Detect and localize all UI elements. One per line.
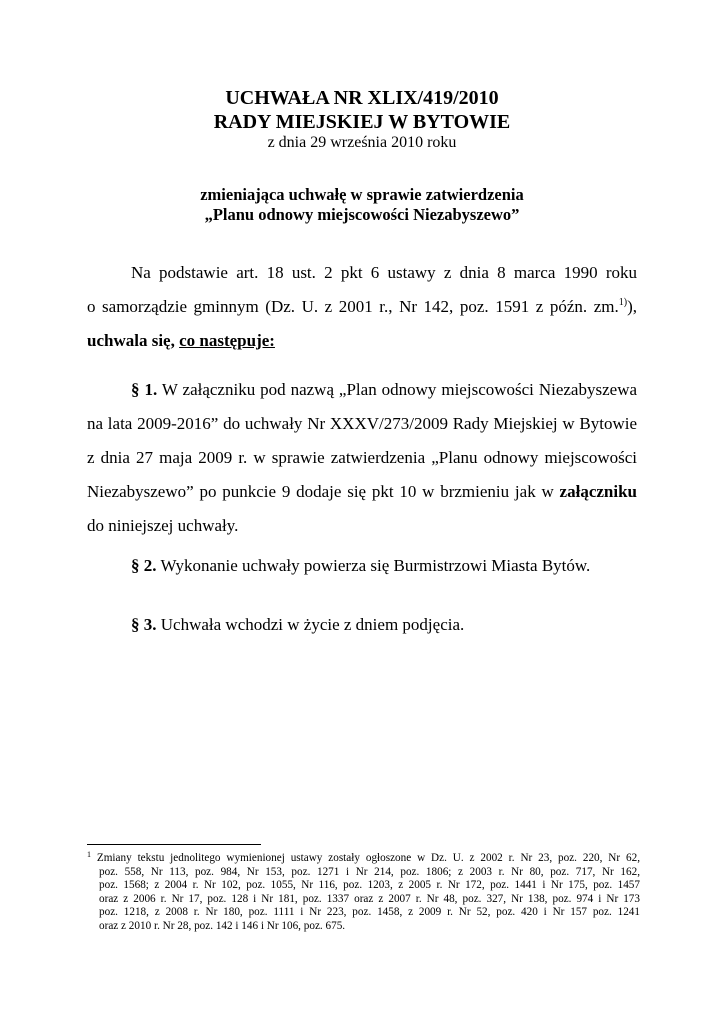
section-1-line-1-text: W załączniku pod nazwą „Plan odnowy miejscowości Niezabyszewa bbox=[157, 380, 638, 399]
subject-line-2: „Planu odnowy miejscowości Niezabyszewo” bbox=[204, 205, 520, 224]
section-1-line-1 bbox=[87, 373, 637, 407]
attachment-reference: załączniku bbox=[559, 482, 637, 501]
section-1-line-3: z dnia 27 maja 2009 r. w sprawie zatwierdzenia „Planu odnowy miejscowości bbox=[87, 448, 637, 467]
footnote-line-2: poz. 558, Nr 113, poz. 984, Nr 153, poz. 1271 i Nr 214, poz. 1806; z 2003 r. Nr 80, poz. 717, Nr 162, bbox=[99, 865, 640, 878]
resolve-underlined: co następuje: bbox=[179, 331, 275, 350]
section-3-text: Uchwała wchodzi w życie z dniem podjęcia. bbox=[156, 615, 465, 634]
footnote-line-6: oraz z 2010 r. Nr 28, poz. 142 i 146 i Nr 106, poz. 675. bbox=[99, 919, 346, 932]
section-3-number: § 3. bbox=[131, 615, 157, 634]
footnote-line-3: poz. 1568; z 2004 r. Nr 102, poz. 1055, Nr 116, poz. 1203, z 2005 r. Nr 172, poz. 1441 i Nr 175, poz. 1457 bbox=[99, 879, 640, 892]
footnote-separator bbox=[87, 844, 261, 845]
section-1-line-2: na lata 2009-2016” do uchwały Nr XXXV/273/2009 Rady Miejskiej w Bytowie bbox=[87, 414, 637, 433]
section-3-line bbox=[87, 608, 637, 642]
preamble-paragraph bbox=[87, 256, 637, 358]
section-1-line-4 bbox=[87, 475, 637, 509]
footnote-marker: 1 bbox=[87, 850, 91, 859]
section-1-line-4-text: Niezabyszewo” po punkcie 9 dodaje się pkt 10 w brzmieniu jak w bbox=[87, 482, 560, 501]
section-2-paragraph bbox=[87, 549, 637, 583]
subject-line-1: zmieniająca uchwałę w sprawie zatwierdzenia bbox=[200, 185, 524, 204]
preamble-line-2-text: o samorządzie gminnym (Dz. U. z 2001 r., Nr 142, poz. 1591 z późn. zm. bbox=[87, 297, 619, 316]
footnote bbox=[87, 852, 640, 934]
resolution-date: z dnia 29 września 2010 roku bbox=[267, 134, 457, 151]
footnote-line-1-text: Zmiany tekstu jednolitego wymienionej ustawy zostały ogłoszone w Dz. U. z 2002 r. Nr 23, poz. 220, Nr 62, bbox=[91, 852, 640, 864]
footnote-reference: 1) bbox=[618, 297, 628, 308]
resolve-text: uchwala się, bbox=[87, 331, 180, 350]
resolution-issuer: RADY MIEJSKIEJ W BYTOWIE bbox=[213, 111, 511, 133]
footnote-line-5: poz. 1218, z 2008 r. Nr 180, poz. 1111 i Nr 223, poz. 1458, z 2009 r. Nr 52, poz. 420 i Nr 157 poz. 1241 bbox=[99, 906, 640, 919]
section-1-number: § 1. bbox=[131, 380, 158, 399]
section-3-paragraph bbox=[87, 608, 637, 642]
section-2-text: Wykonanie uchwały powierza się Burmistrzowi Miasta Bytów. bbox=[156, 556, 591, 575]
resolution-title: UCHWAŁA NR XLIX/419/2010 bbox=[225, 87, 499, 109]
preamble-line-1: Na podstawie art. 18 ust. 2 pkt 6 ustawy z dnia 8 marca 1990 roku bbox=[131, 263, 637, 282]
resolve-clause bbox=[87, 324, 637, 358]
footnote-line-4: oraz z 2006 r. Nr 17, poz. 128 i Nr 181, poz. 1337 oraz z 2007 r. Nr 48, poz. 327, Nr 138, poz. 974 i Nr 173 bbox=[99, 892, 640, 905]
section-1-paragraph bbox=[87, 373, 637, 543]
section-2-line bbox=[87, 549, 637, 583]
preamble-line-2-end: ), bbox=[627, 297, 637, 316]
preamble-line-2 bbox=[87, 290, 637, 324]
section-1-line-5: do niniejszej uchwały. bbox=[87, 516, 239, 535]
section-2-number: § 2. bbox=[131, 556, 157, 575]
footnote-line-1 bbox=[87, 852, 640, 866]
